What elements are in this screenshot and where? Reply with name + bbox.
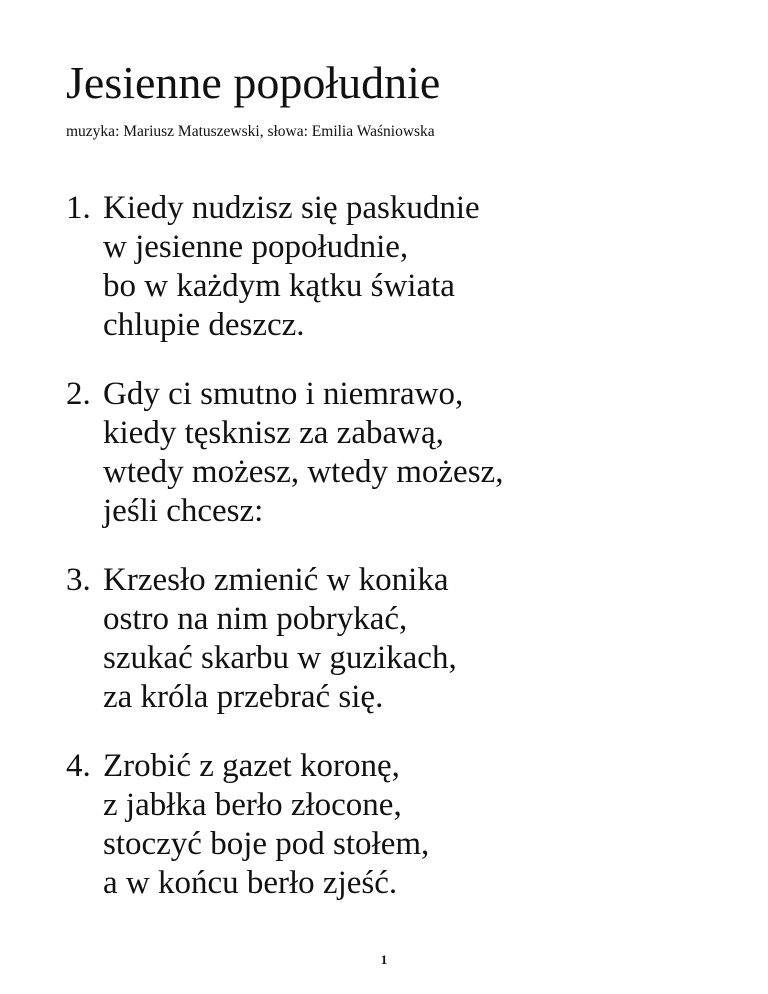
verse-number: 2. <box>66 376 91 412</box>
verse-number: 4. <box>66 748 91 784</box>
verse-lines <box>103 561 457 717</box>
verse-line: ostro na nim pobrykać, <box>103 601 408 637</box>
verse-line: chlupie deszcz. <box>103 307 305 343</box>
verse-1 <box>66 189 746 345</box>
verse-line: Krzesło zmienić w konika <box>103 562 449 598</box>
verse-number: 3. <box>66 562 91 598</box>
verse-3 <box>66 561 746 717</box>
verses-list <box>66 189 746 933</box>
verse-lines <box>103 189 480 345</box>
verse-line: za króla przebrać się. <box>103 679 384 715</box>
verse-2 <box>66 375 746 531</box>
verse-line: Zrobić z gazet koronę, <box>103 748 400 784</box>
verse-line: jeśli chcesz: <box>103 493 264 529</box>
verse-line: Gdy ci smutno i niemrawo, <box>103 376 464 412</box>
page-number: 1 <box>380 952 388 967</box>
verse-line: bo w każdym kątku świata <box>103 268 455 304</box>
verse-line: wtedy możesz, wtedy możesz, <box>103 454 504 490</box>
verse-line: szukać skarbu w guzikach, <box>103 640 457 676</box>
verse-line: z jabłka berło złocone, <box>103 787 402 823</box>
verse-4 <box>66 747 746 903</box>
verse-lines <box>103 747 429 903</box>
page-title: Jesienne popołudnie <box>66 57 441 108</box>
verse-line: w jesienne popołudnie, <box>103 229 409 265</box>
song-credits: muzyka: Mariusz Matuszewski, słowa: Emilia Waśniowska <box>66 123 435 140</box>
verse-line: stoczyć boje pod stołem, <box>103 826 430 862</box>
verse-line: Kiedy nudzisz się paskudnie <box>103 190 480 226</box>
verse-number: 1. <box>66 190 91 226</box>
verse-line: a w końcu berło zjeść. <box>103 865 398 901</box>
verse-lines <box>103 375 503 531</box>
verse-line: kiedy tęsknisz za zabawą, <box>103 415 444 451</box>
